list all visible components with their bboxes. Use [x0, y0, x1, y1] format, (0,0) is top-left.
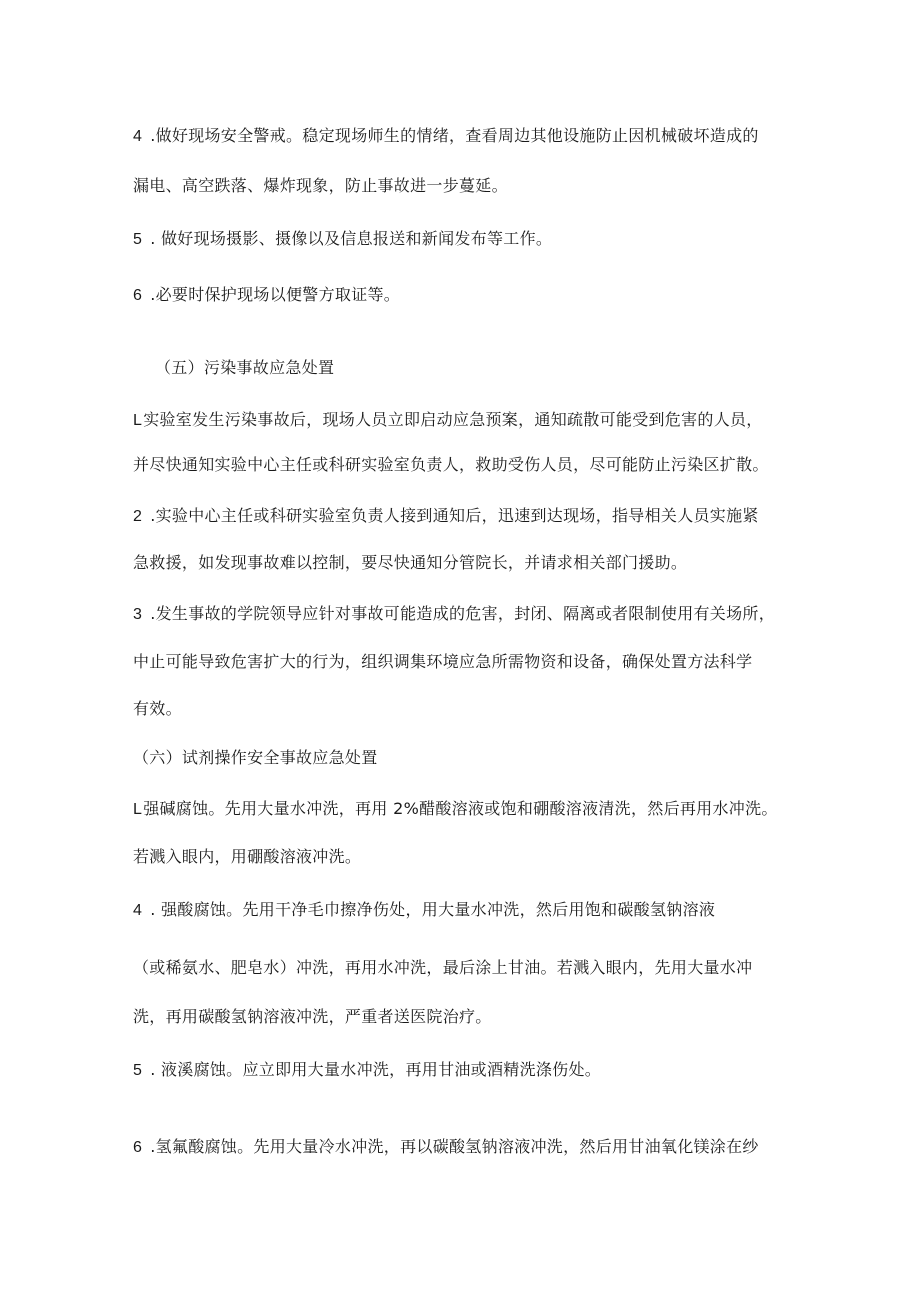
item-4-line-1 — [133, 125, 759, 148]
item-number: 5 — [133, 1062, 143, 1079]
section-6-p4-line-2 — [133, 957, 752, 979]
section-5-p2-line-1 — [133, 505, 759, 528]
item-number: 4 — [133, 902, 143, 919]
item-text: .做好现场安全警戒。稳定现场师生的情绪，查看周边其他设施防止因机械破坏造成的 — [150, 126, 759, 145]
item-text: . 做好现场摄影、摄像以及信息报送和新闻发布等工作。 — [150, 229, 553, 248]
section-6-p1-line-1 — [133, 798, 778, 821]
item-6-line-1 — [133, 284, 400, 307]
section-6-p4-line-3 — [133, 1006, 492, 1028]
item-text: 若溅入眼内，用硼酸溶液冲洗。 — [133, 847, 362, 866]
item-text: 急救援，如发现事故难以控制，要尽快通知分管院长，并请求相关部门援助。 — [133, 553, 688, 572]
item-number: 2 — [133, 508, 143, 525]
section-5-heading: （五）污染事故应急处置 — [155, 358, 335, 377]
item-4-line-2 — [133, 175, 508, 197]
item-text: .发生事故的学院领导应针对事故可能造成的危害，封闭、隔离或者限制使用有关场所， — [150, 604, 775, 623]
item-text: 中止可能导致危害扩大的行为，组织调集环境应急所需物资和设备，确保处置方法科学 — [133, 652, 753, 671]
item-text: （或稀氨水、肥皂水）冲洗，再用水冲洗，最后涂上甘油。若溅入眼内，先用大量水冲 — [133, 958, 753, 977]
item-text: 有效。 — [133, 699, 182, 718]
item-text: . 强酸腐蚀。先用干净毛巾擦净伤处，用大量水冲洗，然后用饱和碳酸氢钠溶液 — [150, 900, 716, 919]
item-number: L — [133, 801, 143, 818]
section-5-p3-line-3 — [133, 698, 182, 720]
section-5-p1-line-1 — [133, 409, 763, 432]
section-5-p3-line-2 — [133, 651, 752, 673]
section-6-p5-line-1 — [133, 1059, 601, 1082]
section-6-heading: （六）试剂操作安全事故应急处置 — [133, 748, 378, 767]
item-text: 洗，再用碳酸氢钠溶液冲洗，严重者送医院治疗。 — [133, 1007, 492, 1026]
item-text: 漏电、高空跌落、爆炸现象，防止事故进一步蔓延。 — [133, 176, 508, 195]
item-text: 强碱腐蚀。先用大量水冲洗，再用 2%醋酸溶液或饱和硼酸溶液清洗，然后再用水冲洗。 — [143, 799, 778, 818]
section-5-p2-line-2 — [133, 552, 687, 574]
item-number: 5 — [133, 231, 143, 248]
item-number: 3 — [133, 606, 143, 623]
section-6-p4-line-1 — [133, 899, 715, 922]
item-text: 实验室发生污染事故后，现场人员立即启动应急预案，通知疏散可能受到危害的人员， — [143, 410, 763, 429]
section-5-p1-line-2 — [133, 454, 769, 476]
item-text: . 液溪腐蚀。应立即用大量水冲洗，再用甘油或酒精洗涤伤处。 — [150, 1060, 602, 1079]
item-text: .氢氟酸腐蚀。先用大量冷水冲洗，再以碳酸氢钠溶液冲洗，然后用甘油氧化镁涂在纱 — [150, 1137, 759, 1156]
section-6-p6-line-1 — [133, 1136, 759, 1159]
item-number: 6 — [133, 1139, 143, 1156]
item-number: 4 — [133, 128, 143, 145]
item-text: .必要时保护现场以便警方取证等。 — [150, 285, 401, 304]
item-text: 并尽快通知实验中心主任或科研实验室负责人，救助受伤人员，尽可能防止污染区扩散。 — [133, 455, 769, 474]
item-number: 6 — [133, 287, 143, 304]
item-5-line-1 — [133, 228, 552, 251]
section-6-p1-line-2 — [133, 846, 361, 868]
section-5-p3-line-1 — [133, 603, 775, 626]
item-text: .实验中心主任或科研实验室负责人接到通知后，迅速到达现场，指导相关人员实施紧 — [150, 506, 759, 525]
item-number: L — [133, 412, 143, 429]
